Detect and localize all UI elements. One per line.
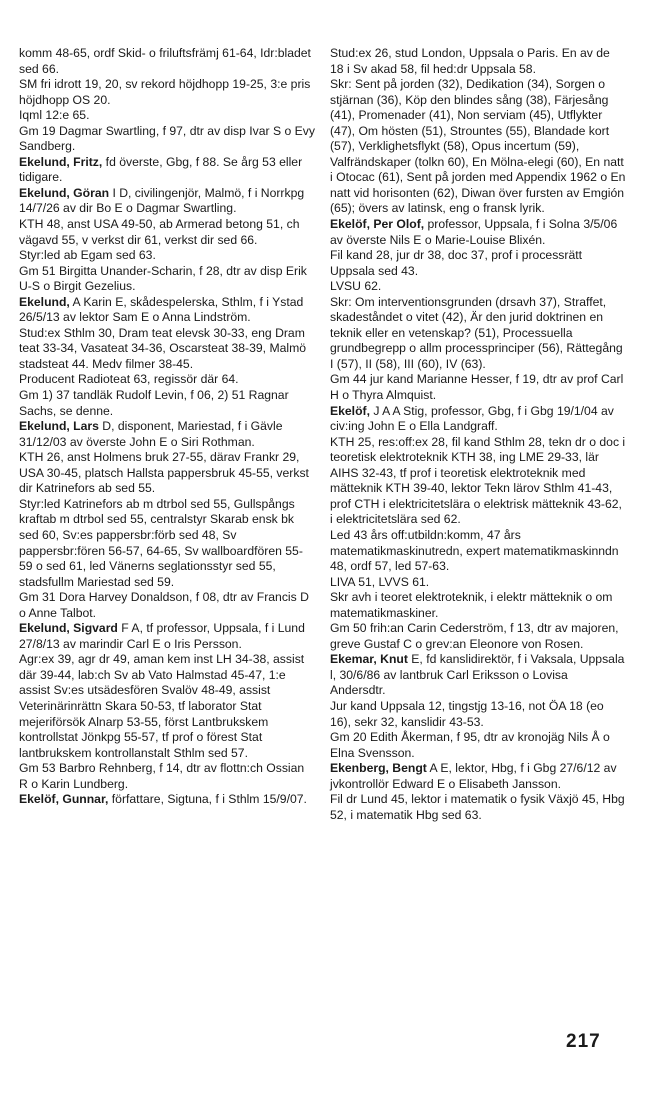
entry-text: Skr avh i teoret elektroteknik, i elektr mätteknik o om matematikmaskiner. [330, 590, 613, 620]
entry-text: LIVA 51, LVVS 61. [330, 574, 430, 589]
entry-text: Stud:ex 26, stud London, Uppsala o Paris. En av de 18 i Sv akad 58, fil hed:dr Uppsala 58. [330, 46, 610, 76]
entry-heading-paragraph [19, 419, 315, 450]
entry-text: Iqml 12:e 65. [19, 108, 90, 123]
entry-text: I D, civilingenjör, Malmö, f i Norrkpg 14/7/26 av dir Bo E o Dagmar Swartling. [19, 185, 305, 216]
entry-text: Agr:ex 39, agr dr 49, aman kem inst LH 34-38, assist där 39-44, lab:ch Sv ab Vato Halmstad 45-47, 1:e assist Sv:es utsädesfören Svalöv 48-49, assist Veterinärinrättn Skara 50-53, tf laborator Stat mejeriförsök Alnarp 53-55, först Lantbrukskem kontrollstat Jönkpg 55-57, tf prof o förest Stat lantbrukskem kontrollanstalt Sthlm sed 57. [19, 652, 305, 760]
entry-heading-paragraph [330, 652, 626, 699]
entry-text: Led 43 års off:utbildn:komm, 47 års matematikmaskinutredn, expert matematikmaskinndn 48, ordf 57, led 57-63. [330, 527, 619, 574]
right-column [330, 46, 626, 823]
entry-paragraph [330, 435, 626, 528]
entry-text: Skr: Om interventionsgrunden (drsavh 37), Straffet, skadeståndet o vitet (42), Är den jurid doktrinen en teknik eller en vetenskap? (51), Processuella grundbegrepp o allm processprinciper (56), Rättegång I (57), II (58), III (60), IV (63). [330, 294, 623, 371]
person-name: Ekelöf, Per Olof, [330, 217, 425, 232]
entry-text: Gm 44 jur kand Marianne Hesser, f 19, dtr av prof Carl H o Thyra Almquist. [330, 372, 624, 403]
entry-paragraph [19, 761, 315, 792]
person-name: Ekelund, Lars [19, 419, 99, 434]
entry-text: professor, Uppsala, f i Solna 3/5/06 av överste Nils E o Marie-Louise Blixén. [330, 217, 618, 247]
person-name: Ekelöf, Gunnar, [19, 792, 109, 807]
entry-heading-paragraph [330, 761, 626, 792]
entry-paragraph [330, 730, 626, 761]
entry-paragraph [330, 279, 626, 295]
entry-paragraph [330, 528, 626, 575]
entry-paragraph [19, 388, 315, 419]
entry-paragraph [330, 792, 626, 823]
entry-text: Gm 19 Dagmar Swartling, f 97, dtr av disp Ivar S o Evy Sandberg. [19, 123, 315, 154]
person-name: Ekenberg, Bengt [330, 761, 427, 776]
entry-paragraph [19, 652, 315, 761]
entry-text: KTH 48, anst USA 49-50, ab Armerad betong 51, ch vägavd 55, v verkst dir 61, verkst dir sed 66. [19, 217, 300, 247]
entry-paragraph [330, 575, 626, 591]
entry-text: författare, Sigtuna, f i Sthlm 15/9/07. [108, 792, 307, 807]
entry-text: Skr: Sent på jorden (32), Dedikation (34), Sorgen o stjärnan (36), Köp den blindes sång (38), Färjesång (41), Promenader (41), Non serviam (45), Utflykter (47), Om hösten (51), Strountes (55), Blandade kort (57), Verklighetsflykt (58), Opus incertum (59), Valfrändskaper (tolkn 60), En Mölna-elegi (60), En natt i Otocac (61), Sent på jorden med Appendix 1962 o En natt vid horisonten (62), Diwan över fursten av Emgión (65); övers av latinsk, eng o fransk lyrik. [330, 77, 626, 216]
entry-heading-paragraph [19, 621, 315, 652]
entry-text: F A, tf professor, Uppsala, f i Lund 27/8/13 av marindir Carl E o Iris Persson. [19, 621, 305, 651]
entry-paragraph [19, 264, 315, 295]
entry-text: Gm 51 Birgitta Unander-Scharin, f 28, dtr av disp Erik U-S o Birgit Gezelius. [19, 263, 307, 294]
entry-text: A Karin E, skådespelerska, Sthlm, f i Ystad 26/5/13 av lektor Sam E o Anna Lindström. [19, 294, 304, 325]
entry-paragraph [19, 326, 315, 373]
person-name: Ekelund, Sigvard [19, 621, 118, 636]
entry-paragraph [330, 46, 626, 77]
entry-paragraph [19, 124, 315, 155]
entry-text: Gm 20 Edith Åkerman, f 95, dtr av kronojäg Nils Å o Elna Svensson. [330, 730, 610, 760]
entry-paragraph [330, 590, 626, 621]
entry-text: Producent Radioteat 63, regissör där 64. [19, 372, 239, 387]
entry-text: D, disponent, Mariestad, f i Gävle 31/12/03 av överste John E o Siri Rothman. [19, 419, 283, 449]
entry-text: E, fd kanslidirektör, f i Vaksala, Uppsala l, 30/6/86 av lantbruk Carl Eriksson o Lovisa Andersdtr. [330, 652, 625, 698]
entry-heading-paragraph [19, 186, 315, 217]
entry-paragraph [330, 372, 626, 403]
entry-text: Gm 1) 37 tandläk Rudolf Levin, f 06, 2) 51 Ragnar Sachs, se denne. [19, 388, 289, 418]
person-name: Ekelöf, [330, 403, 370, 418]
entry-paragraph [330, 699, 626, 730]
left-column [19, 46, 315, 808]
entry-text: Stud:ex Sthlm 30, Dram teat elevsk 30-33, eng Dram teat 33-34, Vasateat 34-36, Oscarsteat 38-39, Malmö stadsteat 44. Medv filmer 38-45. [19, 325, 307, 371]
entry-paragraph [19, 450, 315, 497]
entry-text: komm 48-65, ordf Skid- o friluftsfrämj 61-64, Idr:bladet sed 66. [19, 46, 311, 76]
entry-heading-paragraph [330, 217, 626, 248]
entry-text: Gm 53 Barbro Rehnberg, f 14, dtr av flottn:ch Ossian R o Karin Lundberg. [19, 761, 305, 791]
entry-text: A E, lektor, Hbg, f i Gbg 27/6/12 av jvkontrollör Edward E o Elisabeth Jansson. [330, 761, 617, 791]
entry-heading-paragraph [19, 792, 315, 808]
entry-text: Styr:led Katrinefors ab m dtrbol sed 55, Gullspångs kraftab m dtrbol sed 55, centralstyr Skarab ensk bk sed 60, Sv:es pappersbr:förb sed 48, Sv pappersbr:fören 56-57, 64-65, Sv wallboardfören 55-59 o sed 61, led Vänerns seglationsstyr sed 55, stadsfullm Mariestad sed 59. [19, 496, 303, 589]
entry-text: J A A Stig, professor, Gbg, f i Gbg 19/1/04 av civ:ing John E o Ella Landgraff. [330, 403, 614, 434]
entry-paragraph [330, 295, 626, 373]
entry-text: Styr:led ab Egam sed 63. [19, 248, 156, 263]
entry-paragraph [19, 372, 315, 388]
entry-heading-paragraph [19, 295, 315, 326]
entry-text: Gm 31 Dora Harvey Donaldson, f 08, dtr av Francis D o Anne Talbot. [19, 590, 309, 620]
entry-heading-paragraph [330, 404, 626, 435]
entry-text: SM fri idrott 19, 20, sv rekord höjdhopp 19-25, 3:e pris höjdhopp OS 20. [19, 77, 311, 107]
entry-text: Jur kand Uppsala 12, tingstjg 13-16, not ÖA 18 (eo 16), sekr 32, kanslidir 43-53. [330, 698, 604, 729]
entry-paragraph [330, 77, 626, 217]
entry-paragraph [19, 217, 315, 248]
page-number: 217 [566, 1031, 601, 1052]
entry-paragraph [19, 108, 315, 124]
entry-text: Fil dr Lund 45, lektor i matematik o fysik Växjö 45, Hbg 52, i matematik Hbg sed 63. [330, 792, 625, 822]
person-name: Ekelund, Göran [19, 185, 110, 200]
entry-paragraph [19, 77, 315, 108]
entry-paragraph [19, 590, 315, 621]
entry-paragraph [330, 248, 626, 279]
person-name: Ekelund, [19, 294, 70, 309]
entry-text: KTH 26, anst Holmens bruk 27-55, därav Frankr 29, USA 30-45, platsch Hallsta pappersbruk 45-55, verkst dir Katrinefors ab sed 55. [19, 450, 309, 496]
entry-text: fd överste, Gbg, f 88. Se årg 53 eller tidigare. [19, 154, 303, 185]
entry-paragraph [19, 497, 315, 590]
entry-heading-paragraph [19, 155, 315, 186]
entry-text: Fil kand 28, jur dr 38, doc 37, prof i processrätt Uppsala sed 43. [330, 248, 582, 278]
entry-text: KTH 25, res:off:ex 28, fil kand Sthlm 28, tekn dr o doc i teoretisk elektroteknik KTH 38, ing LME 29-33, lär AIHS 32-43, tf prof i teoretisk elektroteknik med mätteknik KTH 39-40, lektor Tekn lärov Sthlm 41-43, prof CTH i elektricitetslära o elektrisk mätteknik 43-62, i elektricitetslära sed 62. [330, 434, 626, 527]
entry-text: LVSU 62. [330, 279, 382, 294]
person-name: Ekelund, Fritz, [19, 154, 103, 169]
entry-paragraph [19, 46, 315, 77]
entry-paragraph [19, 248, 315, 264]
entry-text: Gm 50 frih:an Carin Cederström, f 13, dtr av majoren, greve Gustaf C o grev:an Eleonore von Rosen. [330, 621, 619, 651]
person-name: Ekemar, Knut [330, 652, 408, 667]
entry-paragraph [330, 621, 626, 652]
